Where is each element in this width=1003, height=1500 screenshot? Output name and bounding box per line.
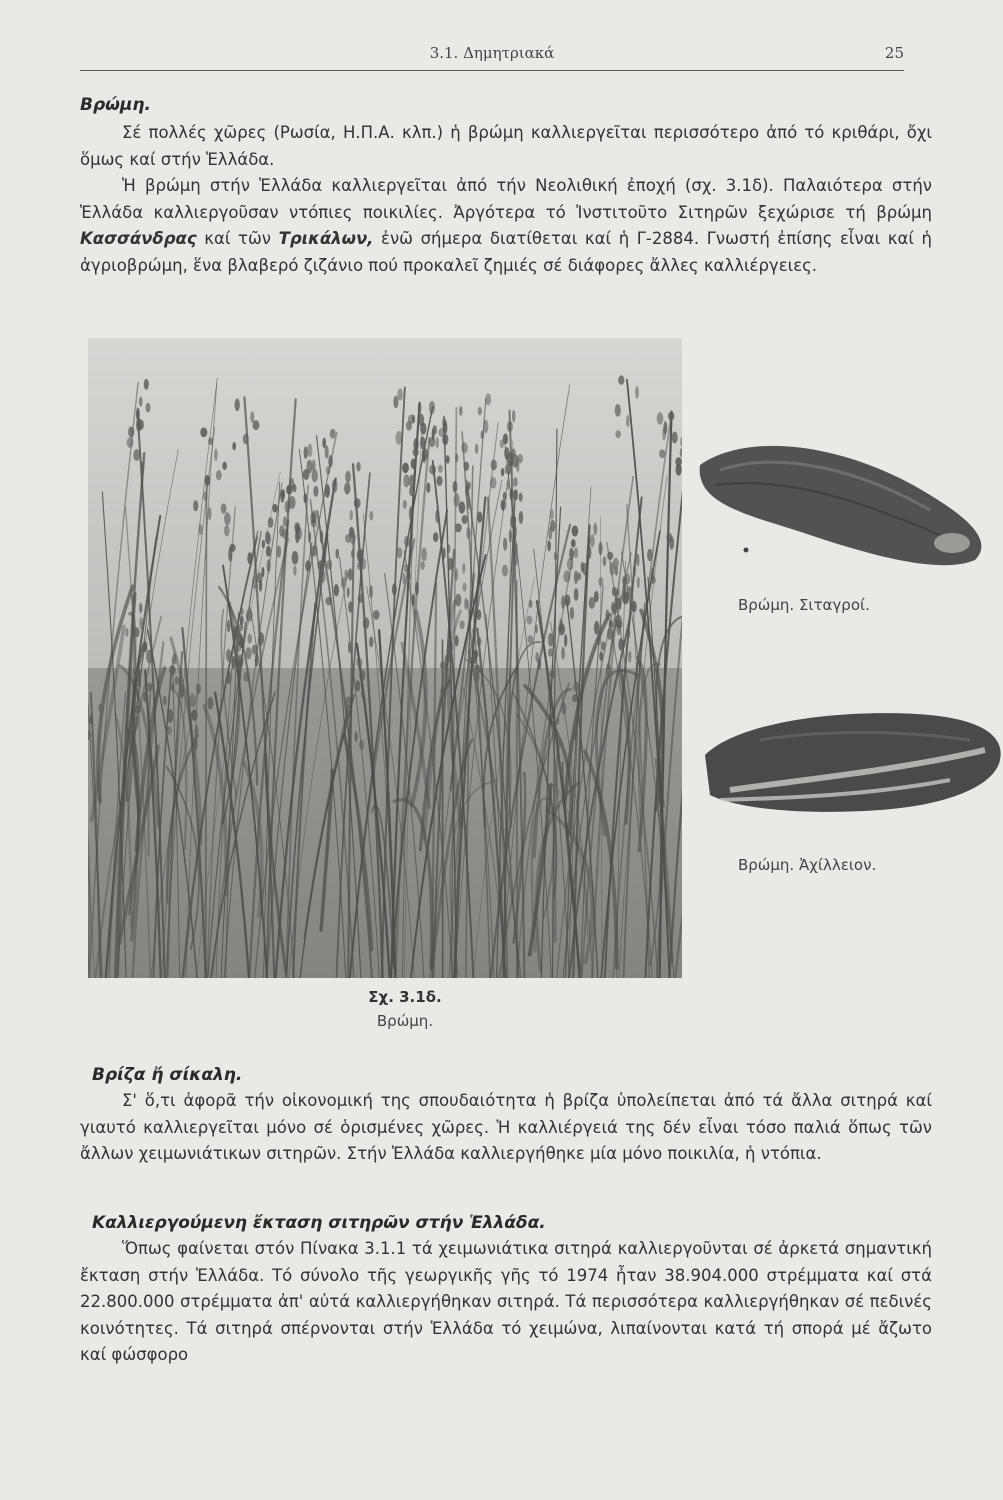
variety-trikala: Τρικάλων, bbox=[278, 229, 374, 248]
section-heading-cultivated-area: Καλλιεργούμενη ἔκταση σιτηρῶν στήν Ἑλλάδα. bbox=[92, 1213, 546, 1233]
oats-p2-text-b: καί τῶν bbox=[204, 229, 272, 248]
oat-grain-sitagroi-image bbox=[690, 425, 990, 575]
oats-paragraph-2 bbox=[80, 173, 932, 279]
rye-paragraph-1: Σ' ὅ,τι ἀφορᾶ τήν οἰκονομική της σπουδαιότητα ἡ βρίζα ὑπολείπεται ἀπό τά ἄλλα σιτηρά καί γιαυτό καλλιεργεῖται μόνο σέ ὁρισμένες χῶρες. Ἡ καλλιέργειά της δέν εἶναι τόσο παλιά ὅπως τῶν ἄλλων χειμωνιάτικων σιτηρῶν. Στήν Ἑλλάδα καλλιεργήθηκε μία μόνο ποικιλία, ἡ ντόπια. bbox=[80, 1091, 932, 1163]
running-title: 3.1. Δημητριακά bbox=[429, 44, 555, 62]
oat-field-photo bbox=[88, 338, 682, 978]
figure-caption bbox=[330, 985, 480, 1033]
page-header bbox=[80, 40, 904, 71]
page-number: 25 bbox=[884, 44, 904, 62]
variety-kassandra: Κασσάνδρας bbox=[80, 229, 197, 248]
figure-label: Σχ. 3.1δ. bbox=[368, 988, 442, 1006]
section-heading-oats: Βρώμη. bbox=[80, 95, 151, 115]
oat-grain-achilleion-image bbox=[700, 700, 1003, 830]
rye-text bbox=[80, 1088, 932, 1168]
oats-text bbox=[80, 120, 932, 279]
oats-p2-text-c: ἐνῶ σήμερα διατίθεται καί ἡ Γ-2884. Γνωστή ἐπίσης εἶναι καί ἡ ἀγριοβρώμη, ἕνα βλαβερό ζιζάνιο πού προκαλεῖ ζημιές σέ διάφορες ἄλλες καλλιέργειες. bbox=[80, 229, 932, 275]
grain-caption-sitagroi: Βρώμη. Σιταγροί. bbox=[738, 596, 870, 614]
figure-caption-text: Βρώμη. bbox=[376, 1012, 434, 1030]
oats-paragraph-1: Σέ πολλές χῶρες (Ρωσία, Η.Π.Α. κλπ.) ἡ βρώμη καλλιεργεῖται περισσότερο ἀπό τό κριθάρι, ὄχι ὅμως καί στήν Ἑλλάδα. bbox=[80, 123, 932, 169]
oats-p2-text-a: Ἡ βρώμη στήν Ἑλλάδα καλλιεργεῖται ἀπό τήν Νεολιθική ἐποχή (σχ. 3.1δ). Παλαιότερα στήν Ἑλλάδα καλλιεργοῦσαν ντόπιες ποικιλίες. Ἀργότερα τό Ἰνστιτοῦτο Σιτηρῶν ξεχώρισε τή βρώμη bbox=[80, 176, 932, 222]
grain-caption-achilleion: Βρώμη. Ἀχίλλειον. bbox=[738, 856, 877, 874]
section-heading-rye: Βρίζα ἤ σίκαλη. bbox=[92, 1065, 243, 1085]
area-text bbox=[80, 1236, 932, 1369]
area-paragraph-1: Ὅπως φαίνεται στόν Πίνακα 3.1.1 τά χειμωνιάτικα σιτηρά καλλιεργοῦνται σέ ἀρκετά σημαντική ἔκταση στήν Ἑλλάδα. Τό σύνολο τῆς γεωργικῆς γῆς τό 1974 ἦταν 38.904.000 στρέμματα καί στά 22.800.000 στρέμματα ἀπ' αὐτά καλλιεργήθηκαν σιτηρά. Τά περισσότερα καλλιεργήθηκαν σέ πεδινές κοινότητες. Τά σιτηρά σπέρνονται στήν Ἑλλάδα τό χειμώνα, λιπαίνονται κατά τή σπορά μέ ἄζωτο καί φώσφορο bbox=[80, 1239, 932, 1364]
